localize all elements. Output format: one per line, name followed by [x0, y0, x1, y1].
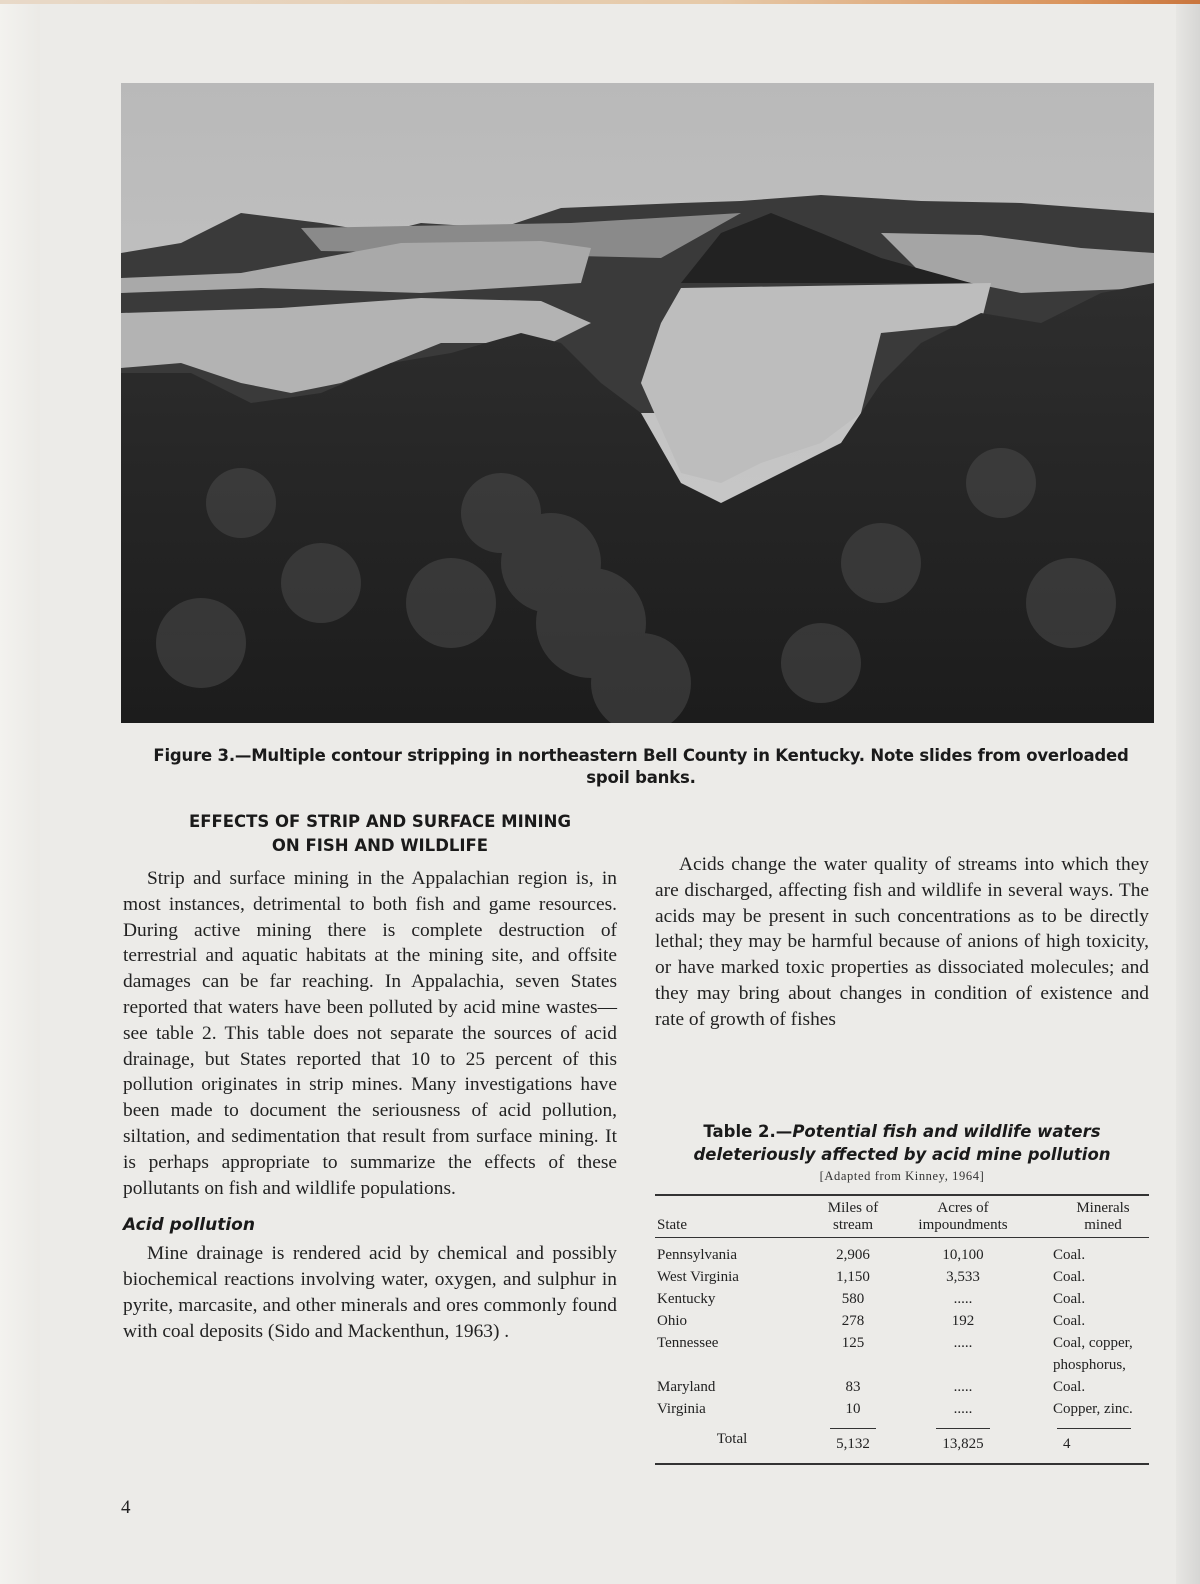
table-row: [655, 1332, 1149, 1354]
cell-miles: 580: [841, 1291, 865, 1307]
cell-acres: 10,100: [942, 1247, 984, 1263]
paragraph-intro: Strip and surface mining in the Appalachian region is, in most instances, detrimental to both fish and game resources. During active mining there is complete destruction of terrestrial and aquatic habitats at the mining site, and offsite damages can be far reaching. In Appalachia, seven States reported that waters have been polluted by acid mine wastes—see table 2. This table does not separate the sources of acid drainage, but States reported that 10 to 25 percent of this pollution originates in strip mines. Many investigations have been made to document the seriousness of acid pollution, siltation, and sedimentation that result from surface mining. It is perhaps appropriate to summarize the effects of these pollutants on fish and wildlife populations.: [123, 868, 617, 1199]
cell-state: Virginia: [657, 1401, 706, 1417]
table-row: [655, 1238, 1149, 1267]
figure-caption: [121, 745, 1161, 789]
cell-acres: [899, 1354, 1027, 1376]
table-title-line1: Potential fish and wildlife waters: [792, 1122, 1101, 1141]
cell-miles: [807, 1354, 899, 1376]
cell-minerals: phosphorus,: [1053, 1357, 1126, 1373]
left-column: [123, 810, 617, 1345]
cell-minerals: Coal.: [1053, 1313, 1086, 1329]
paragraph-mine-drainage: Mine drainage is rendered acid by chemical and possibly biochemical reactions involving water, oxygen, and sulphur in pyrite, marcasite, and other minerals and ores commonly found with coal deposits (Sido and Mackenthun, 1963) .: [123, 1243, 617, 1342]
header-minerals: Minerals mined: [1076, 1200, 1130, 1233]
page-edge-top: [0, 0, 1200, 4]
section-heading-line2: ON FISH AND WILDLIFE: [271, 836, 489, 855]
page-margin-left: [0, 0, 40, 1584]
cell-state: [655, 1354, 807, 1376]
table-row: [655, 1376, 1149, 1398]
cell-miles: 10: [845, 1401, 861, 1417]
table-title-prefix: Table 2.—: [703, 1122, 793, 1141]
table-title: [655, 1120, 1149, 1166]
cell-acres: 192: [951, 1313, 975, 1329]
cell-minerals: Coal.: [1053, 1247, 1086, 1263]
right-column: [655, 852, 1149, 1033]
table-row: [655, 1310, 1149, 1332]
cell-state: Tennessee: [657, 1335, 719, 1351]
figure-caption-line2: spoil banks.: [586, 768, 696, 787]
cell-minerals: Coal.: [1053, 1379, 1086, 1395]
table-bottom-rule: [655, 1463, 1149, 1465]
landscape-photo-illustration: [121, 83, 1154, 723]
cell-minerals: Coal.: [1053, 1269, 1086, 1285]
table-total-row: [655, 1420, 1149, 1455]
cell-miles: 83: [845, 1379, 861, 1395]
total-miles: 5,132: [807, 1420, 899, 1455]
cell-acres: .....: [953, 1335, 973, 1351]
cell-state: West Virginia: [657, 1269, 739, 1285]
cell-state: Maryland: [657, 1379, 716, 1395]
cell-miles: 1,150: [836, 1269, 870, 1285]
subheading-acid-pollution: Acid pollution: [123, 1215, 255, 1236]
cell-state: Ohio: [657, 1313, 687, 1329]
data-table: [655, 1196, 1149, 1455]
cell-acres: .....: [953, 1401, 973, 1417]
cell-miles: 278: [841, 1313, 865, 1329]
cell-miles: 2,906: [836, 1247, 870, 1263]
table-row: [655, 1288, 1149, 1310]
table-row: [655, 1266, 1149, 1288]
paragraph-acids-change: Acids change the water quality of streams into which they are discharged, affecting fish and wildlife in several ways. The acids may be present in such concentrations as to be directly lethal; they may be harmful because of anions of high toxicity, or have marked toxic properties as dissociated molecules; and they may bring about changes in condition of existence and rate of growth of fishes: [655, 854, 1149, 1030]
header-miles: Miles of stream: [827, 1200, 879, 1233]
cell-minerals: Coal, copper,: [1053, 1335, 1133, 1351]
cell-acres: 3,533: [946, 1269, 980, 1285]
page-margin-right: [1176, 0, 1200, 1584]
figure-photo: [121, 83, 1154, 723]
cell-state: Pennsylvania: [657, 1247, 737, 1263]
cell-acres: .....: [953, 1379, 973, 1395]
table-body: [655, 1238, 1149, 1421]
page-number: 4: [121, 1497, 131, 1518]
cell-minerals: Copper, zinc.: [1053, 1401, 1133, 1417]
section-heading: [123, 810, 617, 858]
table-row: [655, 1354, 1149, 1376]
cell-acres: .....: [953, 1291, 973, 1307]
table-header-row: [655, 1196, 1149, 1238]
total-acres: 13,825: [899, 1420, 1027, 1455]
table-source: [Adapted from Kinney, 1964]: [819, 1169, 985, 1183]
header-state: State: [657, 1217, 687, 1233]
cell-state: Kentucky: [657, 1291, 716, 1307]
table-title-line2: deleteriously affected by acid mine pollution: [693, 1145, 1111, 1164]
figure-caption-line1: Figure 3.—Multiple contour stripping in northeastern Bell County in Kentucky. Note slides from overloaded: [153, 746, 1129, 765]
table-2: [655, 1120, 1149, 1465]
header-acres: Acres of impoundments: [918, 1200, 1008, 1233]
total-label: Total: [716, 1431, 748, 1447]
cell-miles: 125: [841, 1335, 865, 1351]
cell-minerals: Coal.: [1053, 1291, 1086, 1307]
total-minerals: 4: [1027, 1420, 1149, 1455]
table-row: [655, 1398, 1149, 1420]
section-heading-line1: EFFECTS OF STRIP AND SURFACE MINING: [188, 812, 572, 831]
